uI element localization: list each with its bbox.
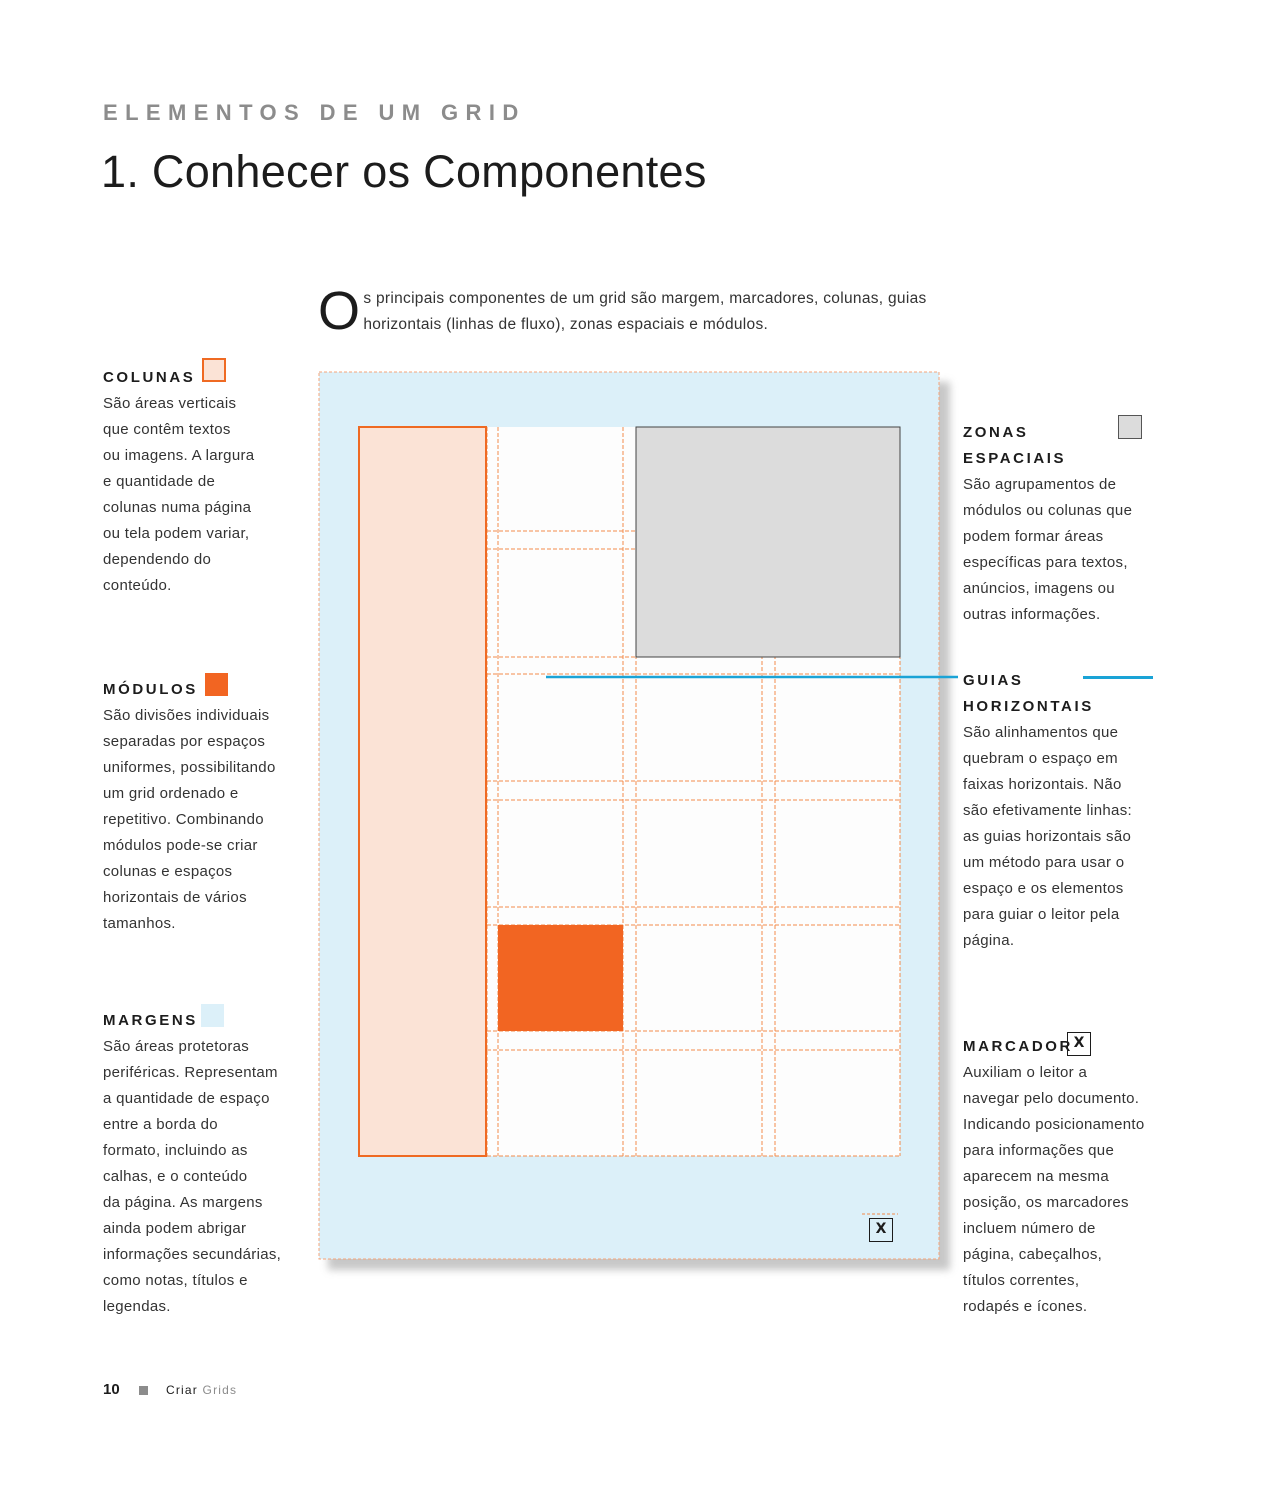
note-label: MÓDULOS bbox=[103, 681, 198, 698]
spatial-zone bbox=[636, 427, 900, 657]
note-line: módulos ou colunas que bbox=[963, 502, 1133, 519]
note-line: tamanhos. bbox=[103, 915, 176, 932]
note-label: ZONAS bbox=[963, 424, 1029, 441]
note-line: posição, os marcadores bbox=[963, 1194, 1129, 1211]
note-label: HORIZONTAIS bbox=[963, 698, 1094, 715]
note-line: São divisões individuais bbox=[103, 707, 270, 724]
marker-swatch: X bbox=[1067, 1032, 1091, 1056]
page-title: 1. Conhecer os Componentes bbox=[101, 146, 707, 197]
note-label: COLUNAS bbox=[103, 369, 196, 386]
note-line: um grid ordenado e bbox=[103, 785, 239, 802]
note-line: aparecem na mesma bbox=[963, 1168, 1109, 1185]
module-highlight bbox=[498, 925, 623, 1031]
note-line: periféricas. Representam bbox=[103, 1064, 278, 1081]
note-label: MARCADOR bbox=[963, 1038, 1073, 1055]
note-line: ainda podem abrigar bbox=[103, 1220, 247, 1237]
note-line: as guias horizontais são bbox=[963, 828, 1132, 845]
note-line: Auxiliam o leitor a bbox=[963, 1064, 1088, 1081]
note-line: são efetivamente linhas: bbox=[963, 802, 1132, 819]
note-line: espaço e os elementos bbox=[963, 880, 1124, 897]
note-line: módulos pode-se criar bbox=[103, 837, 258, 854]
note-line: conteúdo. bbox=[103, 577, 172, 594]
section-kicker: ELEMENTOS DE UM GRID bbox=[103, 100, 526, 125]
note-line: informações secundárias, bbox=[103, 1246, 282, 1263]
note-line: podem formar áreas bbox=[963, 528, 1104, 545]
note-line: São alinhamentos que bbox=[963, 724, 1119, 741]
note-line: colunas e espaços bbox=[103, 863, 233, 880]
drop-cap: O bbox=[318, 281, 361, 341]
note-line: quebram o espaço em bbox=[963, 750, 1118, 767]
note-line: específicas para textos, bbox=[963, 554, 1128, 571]
note-line: São áreas verticais bbox=[103, 395, 237, 412]
footer-word: Grids bbox=[202, 1383, 238, 1397]
note-line: rodapés e ícones. bbox=[963, 1298, 1088, 1315]
footer-square-icon bbox=[139, 1386, 148, 1395]
note-label: ESPACIAIS bbox=[963, 450, 1067, 467]
note-line: colunas numa página bbox=[103, 499, 252, 516]
note-line: separadas por espaços bbox=[103, 733, 266, 750]
note-line: horizontais de vários bbox=[103, 889, 247, 906]
page-marker: X bbox=[869, 1218, 893, 1242]
note-line: Indicando posicionamento bbox=[963, 1116, 1145, 1133]
note-line: ou imagens. A largura bbox=[103, 447, 255, 464]
note-line: que contêm textos bbox=[103, 421, 231, 438]
note-line: navegar pelo documento. bbox=[963, 1090, 1140, 1107]
note-line: página. bbox=[963, 932, 1015, 949]
note-label: GUIAS bbox=[963, 672, 1024, 689]
note-line: legendas. bbox=[103, 1298, 171, 1315]
note-line: calhas, e o conteúdo bbox=[103, 1168, 248, 1185]
note-line: faixas horizontais. Não bbox=[963, 776, 1122, 793]
note-line: para informações que bbox=[963, 1142, 1115, 1159]
note-line: uniformes, possibilitando bbox=[103, 759, 276, 776]
note-line: incluem número de bbox=[963, 1220, 1096, 1237]
footer-word: Criar bbox=[166, 1383, 198, 1397]
note-line: para guiar o leitor pela bbox=[963, 906, 1120, 923]
note-line: da página. As margens bbox=[103, 1194, 263, 1211]
note-line: um método para usar o bbox=[963, 854, 1125, 871]
note-line: como notas, títulos e bbox=[103, 1272, 248, 1289]
note-line: e quantidade de bbox=[103, 473, 216, 490]
note-line: página, cabeçalhos, bbox=[963, 1246, 1103, 1263]
note-line: ou tela podem variar, bbox=[103, 525, 250, 542]
note-line: formato, incluindo as bbox=[103, 1142, 248, 1159]
note-line: São agrupamentos de bbox=[963, 476, 1117, 493]
note-line: dependendo do bbox=[103, 551, 212, 568]
note-line: repetitivo. Combinando bbox=[103, 811, 264, 828]
note-line: entre a borda do bbox=[103, 1116, 218, 1133]
note-line: São áreas protetoras bbox=[103, 1038, 250, 1055]
note-line: a quantidade de espaço bbox=[103, 1090, 270, 1107]
intro-text: s principais componentes de um grid são margem, marcadores, colunas, guias horizontais (linhas de fluxo), zonas espaciais e módulos. bbox=[363, 290, 927, 333]
note-label: MARGENS bbox=[103, 1012, 198, 1029]
running-footer bbox=[166, 1383, 237, 1397]
column-highlight bbox=[359, 427, 486, 1156]
note-line: títulos correntes, bbox=[963, 1272, 1080, 1289]
note-line: anúncios, imagens ou bbox=[963, 580, 1115, 597]
page-number: 10 bbox=[103, 1381, 120, 1398]
note-line: outras informações. bbox=[963, 606, 1101, 623]
